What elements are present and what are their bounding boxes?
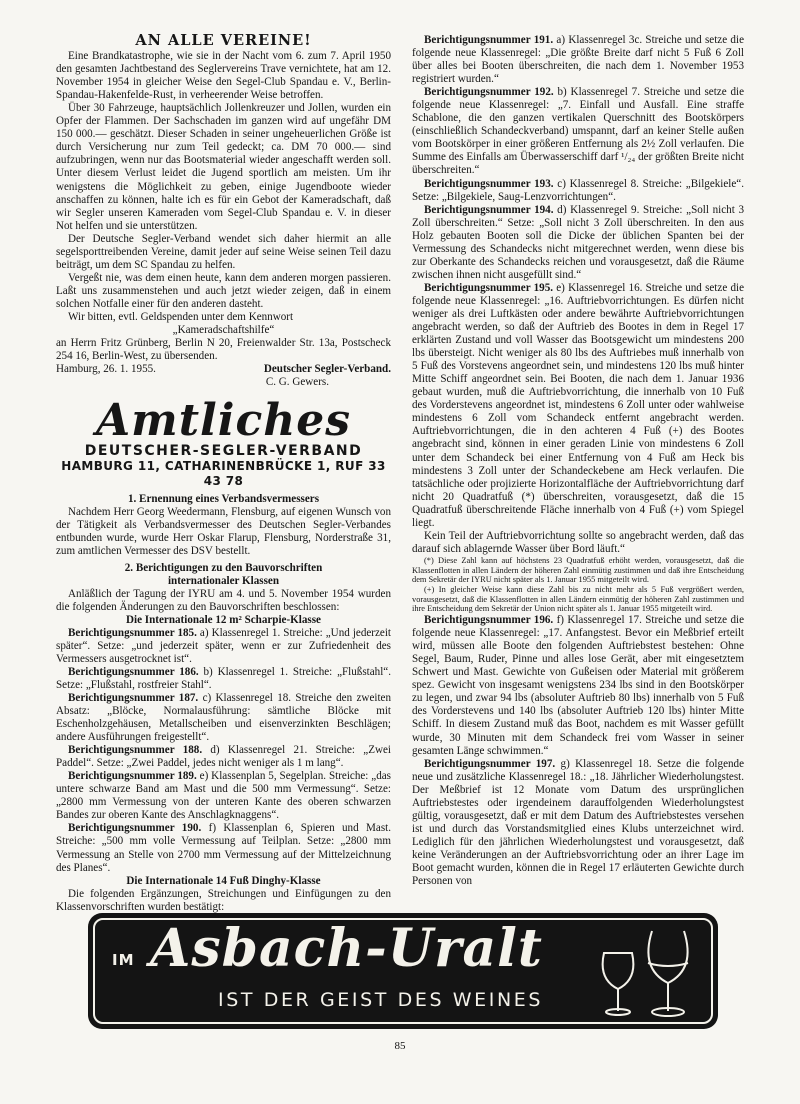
amtliches-title: Amtliches xyxy=(96,395,351,447)
page-number: 85 xyxy=(394,1040,406,1052)
donation-address: an Herrn Fritz Grünberg, Berlin N 20, Freienwalder Str. 13a, Postscheck 254 16, Berlin-West, zu übersenden. xyxy=(56,337,391,363)
correction-text-cont: Kein Teil der Auftriebvorrichtung sollte so angebracht werden, daß das darauf sich ablagernde Wasser über Bord läuft.“ xyxy=(412,529,744,555)
section-heading: 1. Ernennung eines Verbandsvermessers xyxy=(127,493,320,506)
correction-entry xyxy=(412,614,744,758)
correction-entry xyxy=(412,34,744,86)
correction-number: Berichtigungsnummer 190. xyxy=(68,822,202,835)
correction-text: c) Klassenregel 18. Streiche den zweiten Absatz: „Blöcke, Normalausführung: sämtliche Blöcke mit Eschenholzgehäusen, Metallscheiben und eisenverzinkten Beschlägen; andere Ausführungen freigestellt“. xyxy=(56,691,392,744)
correction-text: a) Klassenregel 1. Streiche: „Und jederzeit später“. Setze: „und jederzeit später, wenn er zur Zufriedenheit des Vermessers ausgetrocknet ist“. xyxy=(56,626,392,665)
correction-number: Berichtigungsnummer 187. xyxy=(68,691,199,704)
correction-text: b) Klassenregel 1. Streiche: „Flußstahl“. Setze: „Flußstahl, rostfreier Stahl“. xyxy=(56,665,392,691)
correction-number: Berichtigungsnummer 185. xyxy=(68,626,197,639)
correction-text: e) Klassenregel 16. Streiche und setze die folgende neue Klassenregel: „16. Auftriebvorrichtungen. Es dürfen nicht weniger als drei Luftkästen oder andere bewährte Auftriebvorrichtungen angebracht werden, so daß der Auftrieb des Bootes in dem in Regel 17 erklärten Zustand und voll Wasser das Bootsgewicht um mindestens 200 lbs übersteigt. Nicht weniger als 80 lbs des Auftriebes muß innerhalb von 5 Fuß des Vorstevens angeordnet sein, und mindestens 120 lbs muß hinter Mitte Schiff angeordnet sein. Bei Booten, die nach dem 1. Januar 1936 gebaut wurden, muß die Auftriebvorrichtung, die innerhalb von 10 Fuß des Vorderstevens angeordnet ist, mindestens 6 Zoll unter oder wahlweise mindestens 6 Zoll vom Schandeck entfernt angebracht werden. Auftriebvorrichtungen, die in den achteren 4 Fuß (+) des Bootes angebracht sind, können in einer geraden Linie von mindestens 6 Zoll unter dem Schandeck bei einer Entfernung von 4 Fuß am Heck bis mindestens 3 Zoll unter der Schandeckebene am Heck verlaufen. Die tatsächliche oder projizierte Horizontalfläche der Auftriebvorrichtung darf nicht 20 Quadratfuß (*) überschreiten, vorausgesetzt, daß die 15 Quadratfuß überschreitende Fläche innerhalb von 4 Fuß (+) vom Spiegel liegt. xyxy=(412,281,745,529)
donation-keyword: „Kameradschaftshilfe“ xyxy=(172,324,275,337)
class-heading: Die Internationale 14 Fuß Dinghy-Klasse xyxy=(126,874,321,887)
correction-number: Berichtigungsnummer 197. xyxy=(424,757,556,770)
section-text: Nachdem Herr Georg Weedermann, Flensburg, auf eigenen Wunsch von der Tätigkeit als Verbandsvermesser des Deutschen Segler-Verbandes entbunden wurde, wurde Herr Oskar Flarup, Flensburg, Norderstraße 31, zum amtlichen Vermesser des DSV bestellt. xyxy=(56,506,391,558)
correction-entry xyxy=(56,666,391,692)
article-paragraph: Eine Brandkatastrophe, wie sie in der Nacht vom 6. zum 7. April 1950 den gesamten Jachtbestand des Seglervereins Trave vernichtete, hat am 12. November 1954 in gleicher Weise den Segel-Club Spandau e. V., Berlin-Spandau-Hakenfelde-Rust, in verheerender Weise betroffen. xyxy=(56,50,391,102)
correction-number: Berichtigungsnummer 193. xyxy=(424,177,554,190)
correction-entry xyxy=(412,204,744,282)
article-paragraph: Der Deutsche Segler-Verband wendet sich daher hiermit an alle segelsporttreibenden Vereine, damit jeder auf seine Weise seinen Teil dazu beiträgt, um dem SC Spandau zu helfen. xyxy=(56,232,391,271)
footnote: (+) In gleicher Weise kann diese Zahl bis zu nicht mehr als 5 Fuß vergrößert werden, vorausgesetzt, daß die Klassenflotten in allen Ländern einmütig der höheren Zahl zustimmen und ihre Entscheidung dem Sekretär der Union nicht später als 1. Januar 1955 mitgeteilt wird. xyxy=(412,584,744,614)
amtliches-address: HAMBURG 11, CATHARINENBRÜCKE 1, RUF 33 43 78 xyxy=(61,459,386,489)
correction-number: Berichtigungsnummer 191. xyxy=(424,34,554,46)
correction-text: d) Klassenregel 21. Streiche: „Zwei Paddel“. Setze: „Zwei Paddel, jedes nicht weniger als 1 m lang“. xyxy=(56,744,392,770)
section-heading-cont: internationaler Klassen xyxy=(167,574,280,587)
article-paragraph: Über 30 Fahrzeuge, hauptsächlich Jollenkreuzer und Jollen, wurden ein Opfer der Flammen. Der Sachschaden im ganzen wird auf ungefähr DM 150 000.— geschätzt. Dieser Schaden in seiner ungeheuerlichen Größe ist durch Versicherung nur zum Teil gedeckt; ca. DM 70 000.— sind aufzubringen, wenn nur das Bootsmaterial wieder angeschafft werden soll. Unter diesem Verlust leidet die Jugend sportlich am meisten. Um ihr wenigstens die Möglichkeit zu geben, einige Jugendboote wieder anschaffen zu können, halte ich es für ein Gebot der Kameradschaft, daß wir Segler unseren Kameraden vom Segel-Club Spandau e. V. in dieser Not helfen und sie unterstützen. xyxy=(56,102,391,232)
correction-number: Berichtigungsnummer 188. xyxy=(68,744,203,757)
brandy-glasses-icon xyxy=(594,919,704,1023)
amtliches-header xyxy=(56,395,391,489)
correction-text: g) Klassenregel 18. Setze die folgende neue und zusätzliche Klassenregel 18.: „18. Jährlicher Wiederholungstest. Der Meßbrief ist 12 Monate vom Datum des ursprünglichen Auftriebstestes oder irgendeinem darauffolgenden Wiederholungstest gültig, vorausgesetzt, daß er mit dem Datum des Auftriebstestes versehen ist und durch das Vorstandsmitglied eines Klubs unterzeichnet wird. Lediglich für den jährlichen Wiederholungstest und vorausgesetzt, daß keine Veränderungen an der Auftriebsvorrichtung oder an ihrer Lage im Boot gemacht wurden, können die in Regel 17 erläuterten Gewichte durch Personen von xyxy=(412,757,745,888)
place-date: Hamburg, 26. 1. 1955. xyxy=(56,363,156,376)
class-heading: Die Internationale 12 m² Scharpie-Klasse xyxy=(126,613,321,626)
correction-text: f) Klassenregel 17. Streiche und setze die folgende neue Klassenregel: „17. Anfangstest. Bevor ein Meßbrief erteilt wird, müssen alle Boote den folgenden Auftriebstest bestehen: Ohne Segel, Baum, Ruder, Pinne und alles lose Gerät, aber mit eingesetztem Schwert und Mast. Gewichte von Gußeisen oder Material mit größerem spez. Gewicht von insgesamt wenigstens 234 lbs sind in den Bootskörper zu legen, und zwar 94 lbs (absoluter Auftrieb 80 lbs) innerhalb von 5 Fuß des Vorderstevens und 140 lbs (absoluter Auftrieb 120 lbs) hinter Mitte Schiff. In diesem Zustand muß das Boot, nachdem es mit Wasser gefüllt wurde, 30 Minuten mit dem Schandeck frei vom Wasser in seiner gesamten Länge schwimmen.“ xyxy=(412,614,744,757)
signer-name: C. G. Gewers. xyxy=(265,376,329,389)
correction-text: c) Klassenregel 8. Streiche: „Bilgekiele“. Setze: „Bilgekiele, Saug-Lenzvorrichtungen“. xyxy=(412,177,745,203)
correction-number: Berichtigungsnummer 186. xyxy=(68,665,199,678)
correction-entry xyxy=(412,86,744,177)
ad-prefix: IM xyxy=(112,951,135,969)
article-paragraph: Vergeßt nie, was dem einen heute, kann dem anderen morgen passieren. Laßt uns zusammenstehen und auch jetzt wieder zeigen, daß in einem solchen Notfalle einer für den anderen dasteht. xyxy=(56,271,391,310)
correction-text: b) Klassenregel 7. Streiche und setze die folgende neue Klassenregel: „7. Einfall und Ausfall. Eine straffe Schablone, die den ganzen vertikalen Querschnitt des Bootskörpers (einschließlich Schandeckverband) umspannt, darf an keiner Stelle außen vom Bootskörper in einer größeren Entfernung als 2½ Zoll verlaufen. Die Summe des Einfalls am Überwasserschiff darf ¹/₂₄ der größten Breite nicht überschreiten.“ xyxy=(412,86,745,177)
article-title: AN ALLE VEREINE! xyxy=(135,32,312,49)
correction-number: Berichtigungsnummer 194. xyxy=(424,203,554,216)
correction-entry xyxy=(56,627,391,666)
correction-text: a) Klassenregel 3c. Streiche und setze die folgende neue Klassenregel: „Die größte Breite darf nicht 5 Fuß 6 Zoll über alles bei Booten überschreiten, die nach dem 1. November 1953 registriert wurden.“ xyxy=(412,34,744,86)
correction-number: Berichtigungsnummer 195. xyxy=(424,281,554,294)
signature-row xyxy=(56,363,391,376)
correction-entry xyxy=(56,744,391,770)
correction-number: Berichtigungsnummer 192. xyxy=(424,86,554,99)
section-intro: Anläßlich der Tagung der IYRU am 4. und 5. November 1954 wurden die folgenden Änderungen zu den Bauvorschriften beschlossen: xyxy=(56,587,391,613)
correction-entry xyxy=(56,770,391,822)
correction-number: Berichtigungsnummer 196. xyxy=(424,614,554,627)
correction-number: Berichtigungsnummer 189. xyxy=(68,770,197,783)
amtliches-org: DEUTSCHER-SEGLER-VERBAND xyxy=(84,443,363,460)
section-heading: 2. Berichtigungen zu den Bauvorschriften xyxy=(124,561,323,574)
correction-entry xyxy=(412,758,744,888)
signature-org: Deutscher Segler-Verband. xyxy=(263,363,391,376)
class-intro: Die folgenden Ergänzungen, Streichungen und Einfügungen zu den Klassenvorschriften wurden bestätigt: xyxy=(56,887,391,913)
correction-entry xyxy=(412,282,744,530)
article-paragraph: Wir bitten, evtl. Geldspenden unter dem Kennwort xyxy=(68,310,294,323)
correction-text: f) Klassenplan 6, Spieren und Mast. Streiche: „500 mm volle Vermessung auf Teilplan. Setze: „2800 mm Vermessung an Stelle von 2700 mm Vermessung auf der Mittelzeichnung des Planes“. xyxy=(56,822,392,874)
asbach-advertisement xyxy=(88,913,718,1029)
ad-brand: Asbach-Uralt xyxy=(150,918,543,979)
correction-entry xyxy=(56,692,391,744)
correction-entry xyxy=(56,822,391,874)
correction-entry xyxy=(412,178,744,204)
footnote: (*) Diese Zahl kann auf höchstens 23 Quadratfuß erhöht werden, vorausgesetzt, daß die Klassenflotten in allen Ländern der höheren Zahl einmütig zustimmen und daß ihre Entscheidung dem Sekretär der IYRU nicht später als 1. Januar 1955 mitgeteilt wird. xyxy=(412,555,744,585)
ad-slogan: IST DER GEIST DES WEINES xyxy=(218,989,544,1011)
left-column xyxy=(56,34,391,914)
right-column xyxy=(412,34,744,888)
correction-text: e) Klassenplan 5, Segelplan. Streiche: „das untere schwarze Band am Mast und die 500 mm Vermessung“. Setze: „2800 mm Vermessung von der unteren Kante des oberen schwarzen Bandes zur oberen Kante des Anschlagknaggens“. xyxy=(56,770,392,822)
correction-text: d) Klassenregel 9. Streiche: „Soll nicht 3 Zoll überschreiten.“ Setze: „Soll nicht 3 Zoll überschreiten. In den aus Holz gebauten Booten soll die Dicke der üblichen Spanten bei der Vermessung des Schandecks nicht mitgerechnet werden, wenn diese bis zur Oberkante des Schandecks reichen und vorausgesetzt, daß die Räume zwischen ihnen nicht ausgefüllt sind.“ xyxy=(412,203,745,281)
